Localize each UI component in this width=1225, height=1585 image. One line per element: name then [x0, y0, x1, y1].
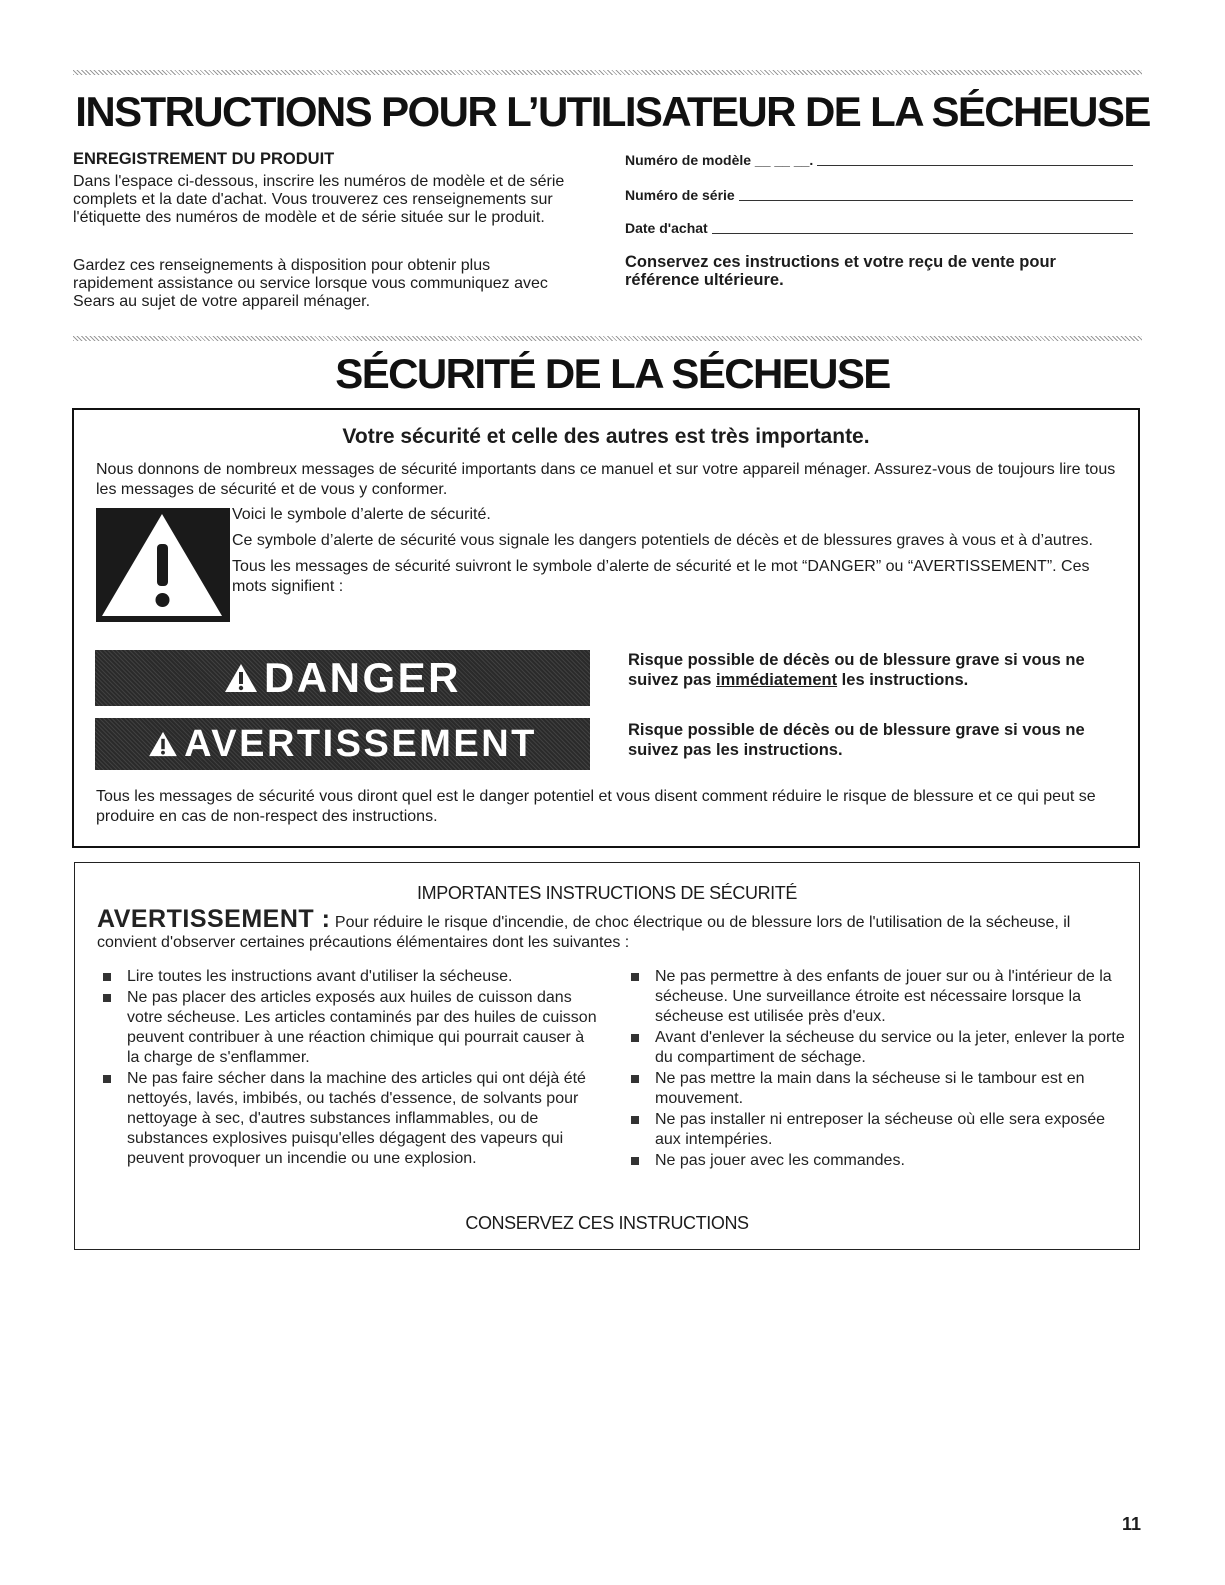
safety-box [72, 408, 1140, 848]
list-item [625, 967, 1125, 1027]
list-item [625, 1151, 1125, 1171]
list-item-text: Lire toutes les instructions avant d'utiliser la sécheuse. [127, 968, 513, 985]
list-item [625, 1110, 1125, 1150]
important-instructions-box [74, 862, 1140, 1250]
symbol-line: Voici le symbole d’alerte de sécurité. [232, 506, 491, 523]
warning-alert-icon [148, 731, 178, 757]
save-instructions-footer: CONSERVEZ CES INSTRUCTIONS [465, 1213, 749, 1233]
danger-alert-icon [224, 663, 258, 693]
warning-text: Pour réduire le risque d'incendie, de choc électrique ou de blessure lors de l'utilisation de la sécheuse, il convient d'observer certaines précautions élémentaires dont les suivantes : [97, 914, 1071, 951]
warning-description: Risque possible de décès ou de blessure grave si vous ne suivez pas les instructions. [628, 721, 1085, 759]
important-warning [97, 905, 1127, 953]
danger-description [628, 650, 1133, 690]
bullet-square-icon [103, 1075, 111, 1083]
registration-paragraph-2: Gardez ces renseignements à disposition pour obtenir plus rapidement assistance ou service lorsque vous communiquez avec Sears au sujet de votre appareil ménager. [73, 257, 548, 310]
warning-label: AVERTISSEMENT [184, 722, 537, 765]
list-item [97, 1069, 597, 1169]
list-item-text: Avant d'enlever la sécheuse du service ou la jeter, enlever la porte du compartiment de séchage. [655, 1029, 1125, 1066]
danger-label: DANGER [263, 654, 461, 701]
list-item [97, 967, 597, 987]
list-item-text: Ne pas jouer avec les commandes. [655, 1152, 905, 1169]
danger-description-start: Risque possible de décès ou de blessure grave si vous ne suivez pas [628, 651, 1085, 689]
bullet-square-icon [103, 994, 111, 1002]
signal-word-description: Tous les messages de sécurité suivront le symbole d’alerte de sécurité et le mot “DANGER” ou “AVERTISSEMENT”. Ces mots signifient : [232, 558, 1090, 595]
symbol-description: Ce symbole d’alerte de sécurité vous signale les dangers potentiels de décès et de blessures graves à vous et à d’autres. [232, 532, 1093, 549]
keep-receipt-note: Conservez ces instructions et votre reçu de vente pour référence ultérieure. [625, 253, 1056, 289]
safety-box-title: Votre sécurité et celle des autres est très importante. [342, 425, 870, 448]
registration-heading: ENREGISTREMENT DU PRODUIT [73, 150, 335, 168]
list-item-text: Ne pas mettre la main dans la sécheuse si le tambour est en mouvement. [655, 1070, 1085, 1107]
bullet-square-icon [631, 1116, 639, 1124]
serial-number-label: Numéro de série [625, 187, 739, 203]
purchase-date-field[interactable] [625, 218, 1133, 236]
alert-description [232, 505, 1112, 603]
bullet-square-icon [631, 1034, 639, 1042]
left-bullet-list [97, 967, 597, 1170]
danger-banner [95, 650, 590, 706]
warning-word: AVERTISSEMENT : [97, 905, 331, 933]
warning-banner [95, 718, 590, 770]
safety-alert-icon [96, 508, 230, 622]
registration-paragraph-1: Dans l'espace ci-dessous, inscrire les numéros de modèle et de série complets et la date d'achat. Vous trouverez ces renseignements sur l'étiquette des numéros de modèle et de série située sur le produit. [73, 173, 565, 226]
list-item-text: Ne pas faire sécher dans la machine des articles qui ont déjà été nettoyés, lavés, imbibés, ou tachés d'essence, de solvants pour nettoyage à sec, d'autres substances inflammables, ou de substances explosives puisqu'elles dégagent des vapeurs qui peuvent provoquer un incendie ou une explosion. [127, 1070, 586, 1167]
bullet-square-icon [103, 973, 111, 981]
bullet-square-icon [631, 973, 639, 981]
model-number-field[interactable] [625, 150, 1133, 168]
safety-outro: Tous les messages de sécurité vous diront quel est le danger potentiel et vous disent comment réduire le risque de blessure et ce qui peut se produire en cas de non-respect des instructions. [96, 788, 1096, 825]
right-bullet-list [625, 967, 1125, 1172]
list-item [97, 988, 597, 1068]
important-title: IMPORTANTES INSTRUCTIONS DE SÉCURITÉ [417, 883, 797, 903]
danger-description-emphasis: immédiatement [716, 671, 838, 689]
list-item [625, 1069, 1125, 1109]
bullet-square-icon [631, 1157, 639, 1165]
page-number: 11 [1121, 1514, 1141, 1534]
list-item-text: Ne pas permettre à des enfants de jouer sur ou à l'intérieur de la sécheuse. Une surveillance étroite est nécessaire lorsque la sécheuse est utilisée près d'eux. [655, 968, 1112, 1025]
middle-divider [73, 336, 1142, 341]
top-divider [73, 70, 1142, 75]
serial-number-field[interactable] [625, 185, 1133, 203]
safety-intro: Nous donnons de nombreux messages de sécurité importants dans ce manuel et sur votre appareil ménager. Assurez-vous de toujours lire tous les messages de sécurité et de vous y conformer. [96, 461, 1116, 498]
bullet-square-icon [631, 1075, 639, 1083]
model-number-label: Numéro de modèle __ __ __. [625, 152, 817, 168]
safety-title: SÉCURITÉ DE LA SÉCHEUSE [335, 350, 890, 397]
list-item [625, 1028, 1125, 1068]
purchase-date-label: Date d'achat [625, 220, 712, 236]
list-item-text: Ne pas placer des articles exposés aux huiles de cuisson dans votre sécheuse. Les articles contaminés par des huiles de cuisson peuvent contribuer à une réaction chimique qui pourrait causer à la charge de s'enflammer. [127, 989, 597, 1066]
danger-description-end: les instructions. [837, 671, 969, 689]
list-item-text: Ne pas installer ni entreposer la sécheuse où elle sera exposée aux intempéries. [655, 1111, 1106, 1148]
page-title: INSTRUCTIONS POUR L’UTILISATEUR DE LA SÉCHEUSE [75, 88, 1150, 135]
